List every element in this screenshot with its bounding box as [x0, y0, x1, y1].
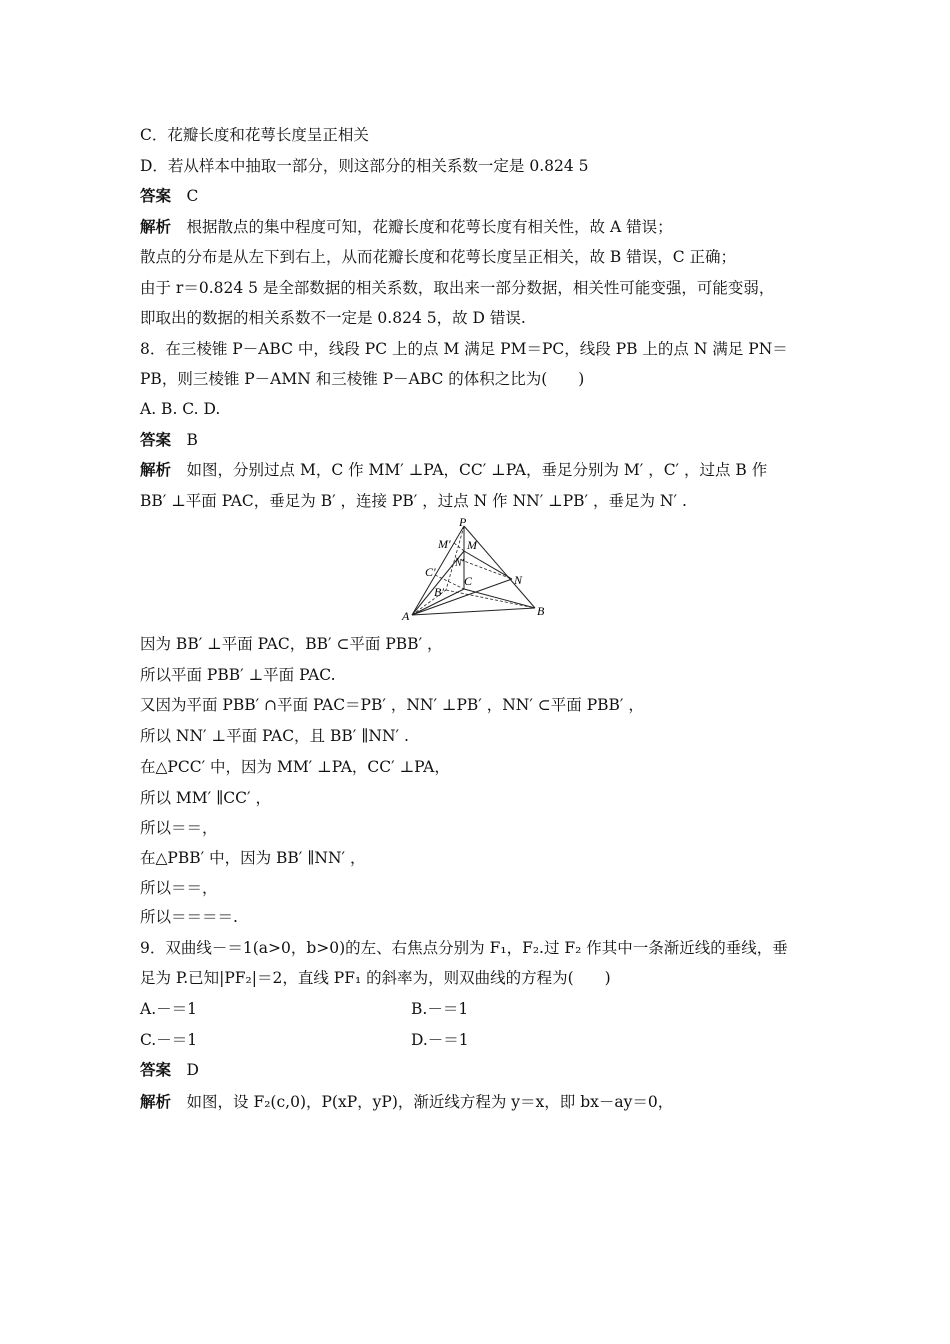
q8-step-3: 又因为平面 PBB′ ∩平面 PAC＝PB′ ，NN′ ⊥PB′ ，NN′ ⊂平面 PBB′ ， [140, 696, 644, 714]
tetrahedron-figure [398, 516, 558, 624]
q8-step-8: 在△PBB′ 中，因为 BB′ ∥NN′ ， [140, 849, 366, 867]
analysis-text: 如图，设 F₂(c,0)，P(xP，yP)，渐近线方程为 y＝x，即 bx－ay＝0， [186, 1093, 674, 1111]
q9-option-c: C.－＝1 [140, 1031, 198, 1049]
label-B-prime: B′ [434, 585, 444, 599]
q9-option-d: D.－＝1 [411, 1031, 469, 1049]
edge-BC [464, 589, 535, 608]
q9-option-a: A.－＝1 [140, 1000, 197, 1018]
q7-answer [140, 185, 198, 207]
segment-MM-prime [454, 543, 464, 551]
answer-value: D [186, 1061, 199, 1079]
q8-step-4: 所以 NN′ ⊥平面 PAC，且 BB′ ∥NN′ . [140, 727, 409, 745]
q7-analysis-4: 即取出的数据的相关系数不一定是 0.824 5，故 D 错误. [140, 309, 526, 327]
q9-stem-1: 9．双曲线－＝1(a>0，b>0)的左、右焦点分别为 F₁，F₂.过 F₂ 作其中一条渐近线的垂线，垂 [140, 939, 788, 957]
q8-step-1: 因为 BB′ ⊥平面 PAC，BB′ ⊂平面 PBB′ ， [140, 635, 443, 653]
label-C: C [464, 574, 473, 588]
q8-stem-1: 8．在三棱锥 P－ABC 中，线段 PC 上的点 M 满足 PM＝PC，线段 PB 上的点 N 满足 PN＝ [140, 340, 788, 358]
q8-step-5: 在△PCC′ 中，因为 MM′ ⊥PA，CC′ ⊥PA， [140, 758, 450, 776]
q8-analysis-1 [140, 459, 767, 481]
answer-label: 答案 [140, 431, 172, 449]
q8-step-10: 所以＝＝＝＝. [140, 908, 238, 926]
analysis-text: 根据散点的集中程度可知，花瓣长度和花萼长度有相关性，故 A 错误； [186, 218, 673, 236]
label-C-prime: C′ [425, 565, 436, 579]
label-N: N [514, 573, 523, 587]
label-M-prime: M′ [438, 537, 451, 551]
q7-analysis-3: 由于 r＝0.824 5 是全部数据的相关系数，取出来一部分数据，相关性可能变强，可能变弱， [140, 279, 775, 297]
q7-option-d: D．若从样本中抽取一部分，则这部分的相关系数一定是 0.824 5 [140, 157, 589, 175]
analysis-label: 解析 [140, 218, 172, 236]
analysis-label: 解析 [140, 1093, 172, 1111]
q8-step-6: 所以 MM′ ∥CC′ ， [140, 789, 271, 807]
q9-option-b: B.－＝1 [411, 1000, 469, 1018]
q7-analysis-1 [140, 216, 673, 238]
q9-answer [140, 1059, 199, 1081]
answer-label: 答案 [140, 187, 172, 205]
q8-options: A. B. C. D. [140, 400, 221, 418]
answer-value: B [186, 431, 198, 449]
q8-stem-2: PB，则三棱锥 P－AMN 和三棱锥 P－ABC 的体积之比为( ) [140, 370, 585, 388]
q8-analysis-2: BB′ ⊥平面 PAC，垂足为 B′ ，连接 PB′ ，过点 N 作 NN′ ⊥PB′ ，垂足为 N′ . [140, 492, 687, 510]
q9-stem-2: 足为 P.已知|PF₂|＝2，直线 PF₁ 的斜率为，则双曲线的方程为( ) [140, 969, 611, 987]
label-P: P [459, 516, 467, 529]
q8-step-9: 所以＝＝， [140, 879, 218, 897]
q8-step-7: 所以＝＝， [140, 819, 218, 837]
q9-analysis-1 [140, 1091, 673, 1113]
label-M: M [467, 538, 477, 552]
label-N-prime: N′ [455, 558, 464, 569]
q8-step-2: 所以平面 PBB′ ⊥平面 PAC. [140, 666, 336, 684]
analysis-label: 解析 [140, 461, 172, 479]
q7-analysis-2: 散点的分布是从左下到右上，从而花瓣长度和花萼长度呈正相关，故 B 错误，C 正确； [140, 248, 737, 266]
label-A: A [402, 609, 410, 623]
answer-value: C [186, 187, 199, 205]
label-B: B [537, 604, 545, 618]
edge-AB [412, 608, 535, 615]
answer-label: 答案 [140, 1061, 172, 1079]
analysis-text: 如图，分别过点 M，C 作 MM′ ⊥PA，CC′ ⊥PA，垂足分别为 M′ ，C′ ，过点 B 作 [186, 461, 768, 479]
q7-option-c: C．花瓣长度和花萼长度呈正相关 [140, 126, 369, 144]
q8-answer [140, 429, 198, 451]
